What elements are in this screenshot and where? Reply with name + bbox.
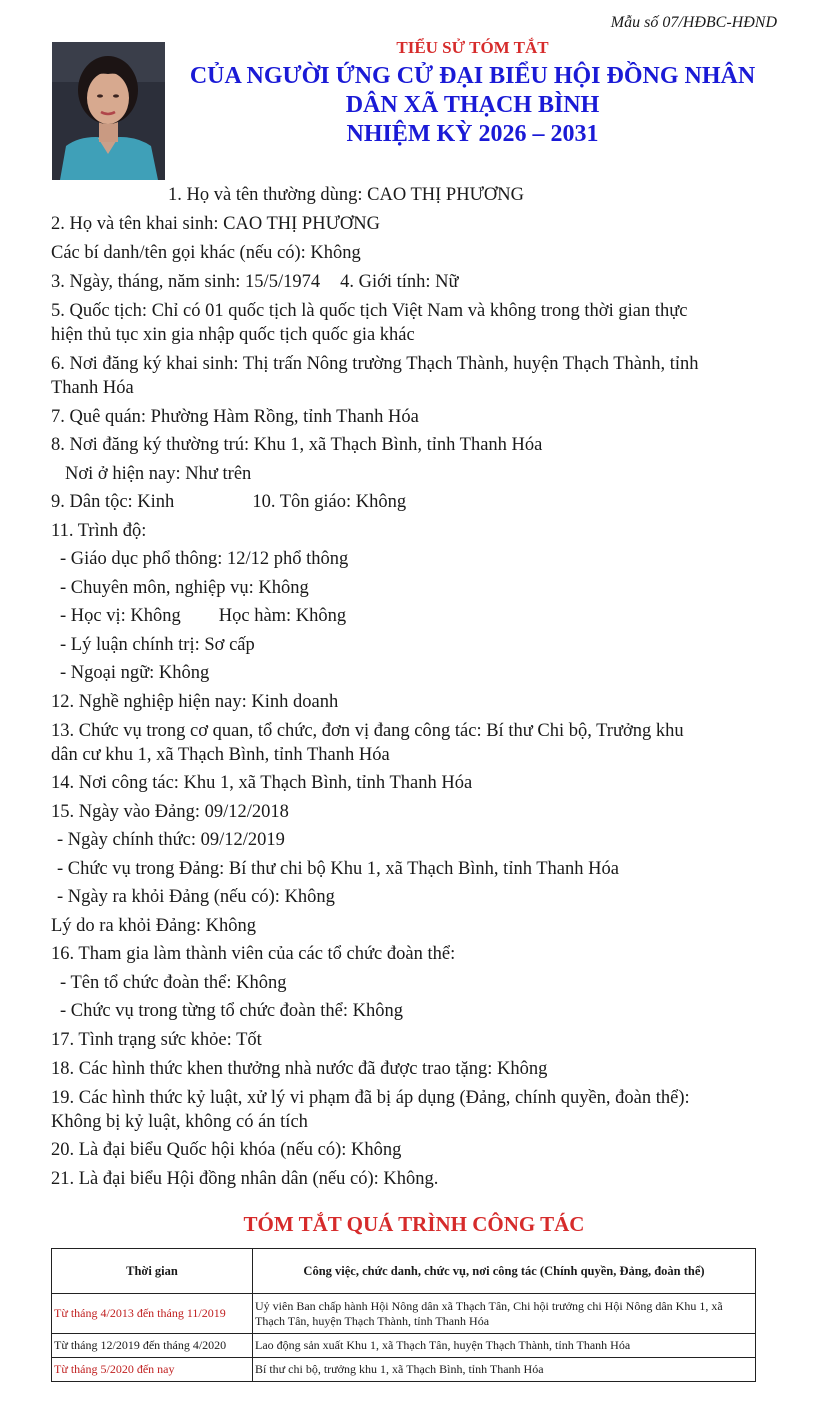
item-discipline-2: Không bị kỷ luật, không có án tích <box>51 1112 308 1132</box>
row-time: Từ tháng 5/2020 đến nay <box>52 1358 253 1382</box>
item-edu-title: Học hàm: Không <box>218 606 347 626</box>
item-name-birth: 2. Họ và tên khai sinh: CAO THỊ PHƯƠNG <box>51 214 381 234</box>
item-birth-reg-2: Thanh Hóa <box>51 378 134 398</box>
item-party-leave: - Ngày ra khỏi Đảng (nếu có): Không <box>57 887 335 907</box>
item-current-address: Nơi ở hiện nay: Như trên <box>65 464 252 484</box>
table-row <box>52 1334 756 1358</box>
candidate-photo <box>52 42 165 180</box>
item-health: 17. Tình trạng sức khỏe: Tốt <box>51 1030 262 1050</box>
item-party-leave-reason: Lý do ra khỏi Đảng: Không <box>51 916 257 936</box>
item-hometown: 7. Quê quán: Phường Hàm Rồng, tỉnh Thanh Hóa <box>51 407 419 427</box>
column-header-time: Thời gian <box>52 1249 253 1294</box>
column-header-description: Công việc, chức danh, chức vụ, nơi công tác (Chính quyền, Đảng, đoàn thể) <box>253 1249 756 1294</box>
row-description: Bí thư chi bộ, trưởng khu 1, xã Thạch Bình, tỉnh Thanh Hóa <box>253 1358 756 1382</box>
item-orgs-name: - Tên tổ chức đoàn thể: Không <box>60 973 287 993</box>
item-education: 11. Trình độ: <box>51 521 147 541</box>
heading-line-1: CỦA NGƯỜI ỨNG CỬ ĐẠI BIỂU HỘI ĐỒNG NHÂN <box>189 63 756 89</box>
item-residence: 8. Nơi đăng ký thường trú: Khu 1, xã Thạch Bình, tỉnh Thanh Hóa <box>51 435 543 455</box>
item-ethnicity: 9. Dân tộc: Kinh <box>51 492 175 512</box>
item-orgs: 16. Tham gia làm thành viên của các tổ chức đoàn thể: <box>51 944 456 964</box>
item-pc-delegate: 21. Là đại biểu Hội đồng nhân dân (nếu có): Không. <box>51 1169 439 1189</box>
item-occupation: 12. Nghề nghiệp hiện nay: Kinh doanh <box>51 692 339 712</box>
item-religion: 10. Tôn giáo: Không <box>252 492 407 512</box>
work-history-title: TÓM TẮT QUÁ TRÌNH CÔNG TÁC <box>243 1212 585 1236</box>
item-edu-degree: - Học vị: Không <box>60 606 181 626</box>
table-row <box>52 1358 756 1382</box>
item-edu-general: - Giáo dục phổ thông: 12/12 phổ thông <box>60 549 349 569</box>
form-number: Mẫu số 07/HĐBC-HĐND <box>610 14 777 31</box>
item-party-official: - Ngày chính thức: 09/12/2019 <box>57 830 285 850</box>
item-edu-professional: - Chuyên môn, nghiệp vụ: Không <box>60 578 309 598</box>
item-party-join: 15. Ngày vào Đảng: 09/12/2018 <box>51 802 289 822</box>
work-history-table <box>51 1248 756 1382</box>
heading-line-3: NHIỆM KỲ 2026 – 2031 <box>346 121 599 147</box>
item-position-2: dân cư khu 1, xã Thạch Bình, tỉnh Thanh Hóa <box>51 745 390 765</box>
item-party-position: - Chức vụ trong Đảng: Bí thư chi bộ Khu 1, xã Thạch Bình, tỉnh Thanh Hóa <box>57 859 619 879</box>
item-birth-reg-1: 6. Nơi đăng ký khai sinh: Thị trấn Nông trường Thạch Thành, huyện Thạch Thành, tỉnh <box>51 354 699 374</box>
item-nationality-2: hiện thủ tục xin gia nhập quốc tịch quốc gia khác <box>51 325 415 345</box>
item-dob: 3. Ngày, tháng, năm sinh: 15/5/1974 <box>51 272 321 292</box>
heading-small: TIỂU SỬ TÓM TẮT <box>396 38 549 57</box>
item-na-delegate: 20. Là đại biểu Quốc hội khóa (nếu có): Không <box>51 1140 402 1160</box>
item-orgs-position: - Chức vụ trong từng tổ chức đoàn thể: Không <box>60 1001 403 1021</box>
row-time: Từ tháng 4/2013 đến tháng 11/2019 <box>52 1294 253 1334</box>
item-edu-language: - Ngoại ngữ: Không <box>60 663 210 683</box>
item-edu-political: - Lý luận chính trị: Sơ cấp <box>60 635 255 655</box>
row-description: Uỷ viên Ban chấp hành Hội Nông dân xã Thạch Tân, Chi hội trưởng chi Hội Nông dân Khu 1, xã Thạch Tân, huyện Thạch Thành, tỉnh Thanh Hóa <box>253 1294 756 1334</box>
item-workplace: 14. Nơi công tác: Khu 1, xã Thạch Bình, tỉnh Thanh Hóa <box>51 773 473 793</box>
item-position-1: 13. Chức vụ trong cơ quan, tổ chức, đơn vị đang công tác: Bí thư Chi bộ, Trưởng khu <box>51 721 684 741</box>
heading-line-2: DÂN XÃ THẠCH BÌNH <box>345 92 600 118</box>
row-time: Từ tháng 12/2019 đến tháng 4/2020 <box>52 1334 253 1358</box>
table-header-row <box>52 1249 756 1294</box>
item-awards: 18. Các hình thức khen thưởng nhà nước đã được trao tặng: Không <box>51 1059 548 1079</box>
item-dob-gender <box>51 271 459 294</box>
item-ethnicity-religion <box>51 491 406 514</box>
item-gender: 4. Giới tính: Nữ <box>340 272 459 292</box>
row-description: Lao động sản xuất Khu 1, xã Thạch Tân, huyện Thạch Thành, tỉnh Thanh Hóa <box>253 1334 756 1358</box>
item-nationality-1: 5. Quốc tịch: Chỉ có 01 quốc tịch là quốc tịch Việt Nam và không trong thời gian thực <box>51 301 688 321</box>
item-alias: Các bí danh/tên gọi khác (nếu có): Không <box>51 243 361 263</box>
table-row <box>52 1294 756 1334</box>
item-name-common: 1. Họ và tên thường dùng: CAO THỊ PHƯƠNG <box>168 185 525 205</box>
item-edu-degree-title <box>60 605 346 628</box>
item-discipline-1: 19. Các hình thức kỷ luật, xử lý vi phạm đã bị áp dụng (Đảng, chính quyền, đoàn thể): <box>51 1088 690 1108</box>
